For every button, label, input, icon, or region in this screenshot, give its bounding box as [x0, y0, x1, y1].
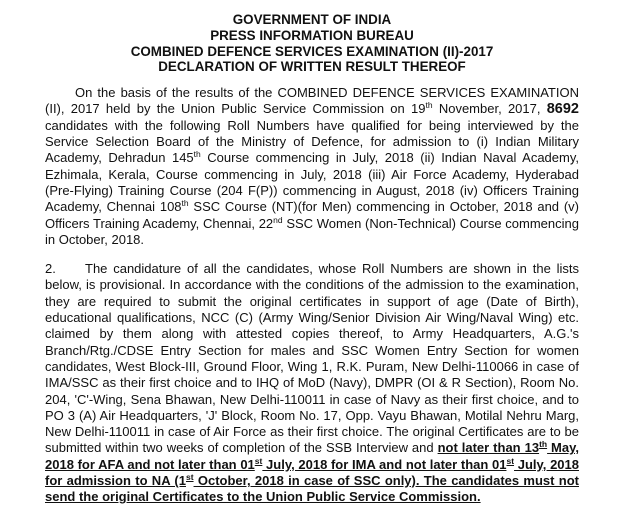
p1-text-5: SSC Course (NT)(for Men) commencing in October, 2018 and (v) Officers Training Academy, Chennai, 22: [45, 199, 579, 231]
heading-exam: COMBINED DEFENCE SERVICES EXAMINATION (II)-2017: [130, 43, 494, 59]
p1-text-4: Course commencing in July, 2018 (ii) Indian Naval Academy, Ezhimala, Kerala, Course commencing in July, 2018 (iii) Air Force Academy, Hyderabad (Pre-Flying) Training Course (204 F(P)) commencing in August, 2018 (iv) Officers Training Academy, Chennai 108: [45, 150, 579, 215]
deadline-na: July, 2018 for IMA and not later than 01: [262, 456, 507, 472]
deadline-afa-sup: th: [539, 439, 548, 450]
deadline-ssc-sup: st: [185, 472, 194, 483]
deadline-ima-sup: st: [254, 455, 263, 466]
paragraph-2: [45, 261, 579, 505]
deadline-ima: May, 2018 for AFA and not later than 01: [45, 440, 579, 472]
heading-bureau: PRESS INFORMATION BUREAU: [210, 27, 414, 43]
heading-government: GOVERNMENT OF INDIA: [232, 12, 392, 27]
p1-text-3: candidates with the following Roll Numbers have qualified for being interviewed by the Service Selection Board of the Ministry of Defence, for admission to (i) Indian Military Academy, Dehradun 145: [45, 117, 579, 166]
qualified-count: 8692: [546, 101, 579, 118]
p1-text-1: On the basis of the results of the COMBINED DEFENCE SERVICES EXAMINATION (II), 2017 held by the Union Public Service Commission on 19: [45, 85, 579, 117]
paragraph-1: [45, 85, 579, 248]
p1-sup-1: th: [425, 100, 433, 111]
p1-sup-3: th: [181, 198, 189, 209]
paragraph-number: 2.: [45, 261, 56, 277]
p2-text-1: The candidature of all the candidates, whose Roll Numbers are shown in the lists below, is provisional. In accordance with the conditions of the admission to the examination, they are required to submit the original certificates in support of age (Date of Birth), educational qualifications, NCC (C) (Army Wing/Senior Division Air Wing/Naval Wing) etc. claimed by them along with attested copies thereof, to Army Headquarters, A.G.'s Branch/Rtg./CDSE Entry Section for males and SSC Women Entry Section for women candidates, West Block-III, Ground Floor, Wing 1, R.K. Puram, New Delhi-110066 in case of IMA/SSC as their first choice and to IHQ of MoD (Navy), DMPR (OI & R Section), Room No. 204, 'C'-Wing, Sena Bhawan, New Delhi-110011 in case of Navy as their first choice, and to PO 3 (A) Air Headquarters, 'J' Block, Room No. 17, Opp. Vayu Bhawan, Motilal Nehru Marg, New Delhi-110011 in case of Air Force as their first choice. The original Certificates are to be submitted within two weeks of completion of the SSB Interview and: [45, 261, 579, 456]
deadline-ssc: July, 2018 for admission to NA (1: [45, 456, 579, 489]
deadline-na-sup: st: [506, 455, 515, 466]
p1-text-6: SSC Women (Non-Technical) Course commencing in October, 2018.: [45, 215, 579, 247]
p1-sup-2: th: [193, 149, 201, 160]
certificates-warning: October, 2018 in case of SSC only). The candidates must not send the original Certificates to the Union Public Service Commission.: [45, 473, 579, 505]
p1-text-2: November, 2017,: [432, 101, 547, 117]
heading-declaration: DECLARATION OF WRITTEN RESULT THEREOF: [158, 59, 466, 75]
p1-sup-4: nd: [273, 214, 283, 225]
deadline-afa: not later than 13: [437, 440, 540, 456]
